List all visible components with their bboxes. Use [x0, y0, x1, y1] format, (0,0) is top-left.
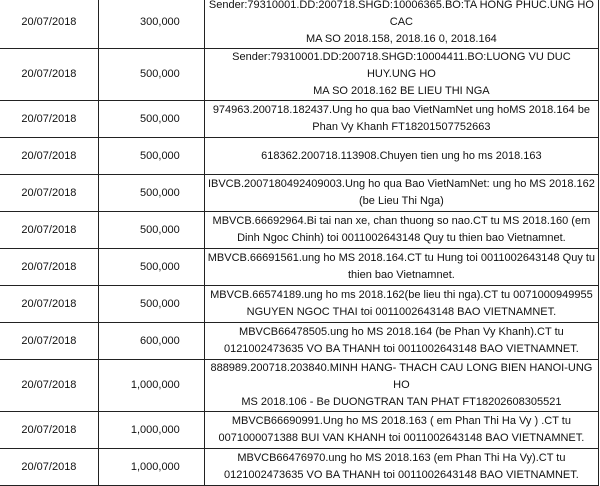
amount-cell[interactable]: 500,000 — [98, 49, 204, 101]
amount-cell[interactable]: 300,000 — [98, 0, 204, 49]
description-line: 618362.200718.113908.Chuyen tien ung ho ms 2018.163 — [261, 149, 542, 162]
description-cell[interactable] — [204, 412, 598, 449]
table-row — [0, 101, 599, 138]
description-cell[interactable] — [204, 360, 598, 412]
description-cell[interactable] — [204, 0, 598, 49]
amount-cell[interactable]: 1,000,000 — [98, 412, 204, 449]
date-cell[interactable]: 20/07/2018 — [0, 449, 98, 486]
date-cell[interactable]: 20/07/2018 — [0, 138, 98, 175]
table-row — [0, 212, 599, 249]
amount-cell[interactable]: 500,000 — [98, 175, 204, 212]
date-cell[interactable]: 20/07/2018 — [0, 360, 98, 412]
description-line: MBVCB.66574189.ung ho ms 2018.162(be lieu thi nga).CT tu 0071000949955 — [210, 289, 593, 301]
amount-cell[interactable]: 500,000 — [98, 286, 204, 323]
description-cell[interactable] — [204, 101, 598, 138]
description-line: 974963.200718.182437.Ung ho qua bao VietNamNet ung hoMS 2018.164 be — [212, 104, 590, 116]
amount-cell[interactable]: 500,000 — [98, 249, 204, 286]
description-line: Sender:79310001.DD:200718.SHGD:10004411.BO:LUONG VU DUC HUY.UNG HO — [232, 51, 571, 80]
description-line: Dinh Ngoc Chinh) toi 0011002643148 Quy tu thien bao Vietnamnet. — [237, 232, 566, 244]
description-line: NGUYEN NGOC THAI toi 0011002643148 BAO VIETNAMNET. — [246, 306, 557, 318]
date-cell[interactable]: 20/07/2018 — [0, 323, 98, 360]
description-line: thien bao Vietnamnet. — [347, 269, 455, 281]
description-cell[interactable] — [204, 323, 598, 360]
description-line: Sender:79310001.DD:200718.SHGD:10006365.BO:TA HONG PHUC.UNG HO CAC — [208, 0, 594, 28]
amount-cell[interactable]: 1,000,000 — [98, 449, 204, 486]
date-cell[interactable]: 20/07/2018 — [0, 412, 98, 449]
description-line: (be Lieu Thi Nga) — [359, 195, 444, 207]
description-line: MA SO 2018.158, 2018.16 0, 2018.164 — [305, 33, 497, 45]
date-cell[interactable]: 20/07/2018 — [0, 175, 98, 212]
table-row — [0, 175, 599, 212]
description-line: MS 2018.106 - Be DUONGTRAN TAN PHAT FT18202608305521 — [241, 396, 562, 408]
description-cell[interactable] — [204, 175, 598, 212]
amount-cell[interactable]: 1,000,000 — [98, 360, 204, 412]
description-cell[interactable] — [204, 138, 598, 175]
date-cell[interactable]: 20/07/2018 — [0, 49, 98, 101]
amount-cell[interactable]: 500,000 — [98, 101, 204, 138]
table-row — [0, 412, 599, 449]
amount-cell[interactable]: 500,000 — [98, 212, 204, 249]
description-line: MBVCB66478505.ung ho MS 2018.164 (be Phan Vy Khanh).CT tu — [239, 326, 564, 338]
description-line: 888989.200718.203840.MINH HANG- THACH CAU LONG BIEN HANOI-UNG HO — [210, 362, 593, 391]
description-line: MA SO 2018.162 BE LIEU THI NGA — [313, 85, 490, 97]
table-row — [0, 49, 599, 101]
description-line: MBVCB66476970.ung ho MS 2018.163 (em Phan Thi Ha Vy).CT tu — [237, 452, 566, 464]
description-line: IBVCB.2007180492409003.Ung ho qua Bao VietNamNet: ung ho MS 2018.162 — [207, 178, 595, 190]
date-cell[interactable]: 20/07/2018 — [0, 249, 98, 286]
table-row — [0, 286, 599, 323]
table-row — [0, 449, 599, 486]
table-row — [0, 323, 599, 360]
description-cell[interactable] — [204, 49, 598, 101]
description-cell[interactable] — [204, 449, 598, 486]
date-cell[interactable]: 20/07/2018 — [0, 286, 98, 323]
description-line: Phan Vy Khanh FT18201507752663 — [312, 121, 491, 133]
description-line: MBVCB.66692964.Bi tai nan xe, chan thuong so nao.CT tu MS 2018.160 (em — [212, 215, 591, 227]
amount-cell[interactable]: 500,000 — [98, 138, 204, 175]
description-line: MBVCB.66691561.ung ho MS 2018.164.CT tu Hung toi 0011002643148 Quy tu — [207, 252, 596, 264]
date-cell[interactable]: 20/07/2018 — [0, 0, 98, 49]
amount-cell[interactable]: 600,000 — [98, 323, 204, 360]
description-cell[interactable] — [204, 249, 598, 286]
description-cell[interactable] — [204, 212, 598, 249]
table-row — [0, 138, 599, 175]
description-line: 0071000071388 BUI VAN KHANH toi 0011002643148 BAO VIETNAMNET. — [218, 432, 585, 444]
description-line: 0121002473635 VO BA THANH toi 0011002643148 BAO VIETNAMNET. — [223, 343, 579, 355]
date-cell[interactable]: 20/07/2018 — [0, 101, 98, 138]
description-line: MBVCB66690991.Ung ho MS 2018.163 ( em Phan Thi Ha Vy ) .CT tu — [231, 415, 571, 427]
table-row — [0, 249, 599, 286]
table-row — [0, 360, 599, 412]
description-cell[interactable] — [204, 286, 598, 323]
date-cell[interactable]: 20/07/2018 — [0, 212, 98, 249]
table-row — [0, 0, 599, 49]
description-line: 0121002473635 VO BA THANH toi 0011002643148 BAO VIETNAMNET. — [223, 469, 579, 481]
